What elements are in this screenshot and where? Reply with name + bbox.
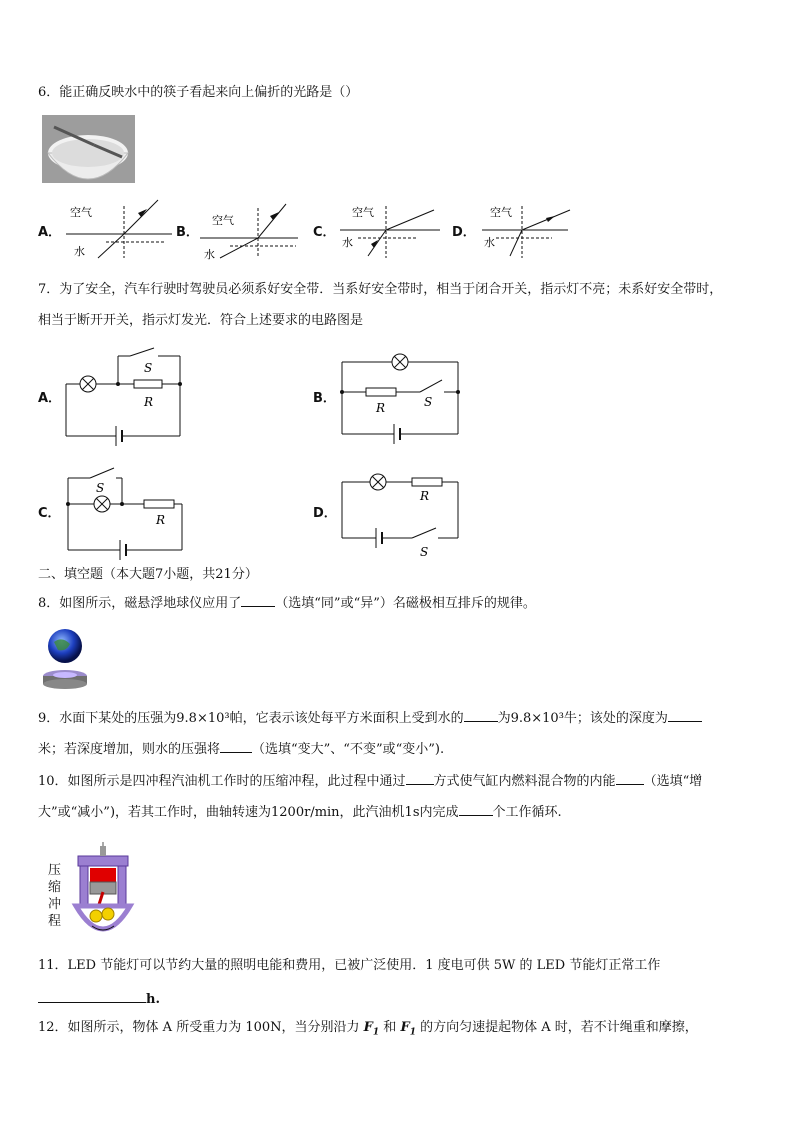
q12-and: 和 bbox=[383, 1020, 397, 1035]
q9-c: 米；若深度增加，则水的压强将 bbox=[38, 742, 221, 757]
circuit-d bbox=[340, 470, 464, 560]
q8-text bbox=[38, 592, 536, 613]
air-label-b: 空气 bbox=[212, 214, 234, 227]
switch-label-c: S bbox=[96, 481, 105, 495]
q6-diagram-d bbox=[478, 200, 588, 260]
water-label-b: 水 bbox=[204, 248, 215, 261]
q9-a: 9．水面下某处的压强为9.8×10³帕，它表示该处每平方米面积上受到水的 bbox=[38, 711, 464, 726]
section2-heading: 二、填空题（本大题7小题，共21分） bbox=[38, 567, 258, 582]
air-label-d: 空气 bbox=[490, 206, 512, 219]
q10-line1 bbox=[38, 770, 702, 791]
q9-blank-2[interactable] bbox=[668, 707, 702, 722]
q7-option-b[interactable]: B． bbox=[313, 391, 336, 406]
q7-line2: 相当于断开开关，指示灯发光．符合上述要求的电路图是 bbox=[38, 313, 364, 328]
q10-e: 个工作循环. bbox=[492, 805, 562, 820]
q6-text: 6．能正确反映水中的筷子看起来向上偏折的光路是（） bbox=[38, 85, 359, 100]
q7-option-d[interactable]: D． bbox=[313, 506, 337, 521]
resistor-label-b: R bbox=[376, 401, 386, 415]
q6-option-d[interactable]: D． bbox=[452, 225, 476, 240]
q12-force-1: $F_1$ bbox=[363, 1020, 380, 1038]
q10-blank-3[interactable] bbox=[459, 801, 493, 816]
q9-d: （选填“变大”、“不变”或“变小”). bbox=[252, 742, 445, 757]
resistor-label-a: R bbox=[144, 395, 154, 409]
q9-line2 bbox=[38, 738, 444, 759]
q8-blank[interactable] bbox=[241, 592, 275, 607]
switch-label-d: S bbox=[420, 545, 429, 559]
q12-line1 bbox=[38, 1019, 698, 1042]
maglev-globe-photo bbox=[40, 626, 90, 690]
q11-b: h. bbox=[146, 992, 160, 1007]
engine-compression-stroke-diagram bbox=[70, 842, 136, 942]
q11-line2 bbox=[38, 988, 160, 1009]
q7-option-c[interactable]: C． bbox=[38, 506, 61, 521]
q6-option-a[interactable]: A． bbox=[38, 225, 62, 240]
q12-force-2: $F_1$ bbox=[400, 1020, 416, 1038]
resistor-label-c: R bbox=[156, 513, 166, 527]
switch-label-b: S bbox=[424, 395, 433, 409]
q10-b: 方式使气缸内燃料混合物的内能 bbox=[433, 774, 616, 789]
air-label-a: 空气 bbox=[70, 206, 92, 219]
q10-a: 10．如图所示是四冲程汽油机工作时的压缩冲程，此过程中通过 bbox=[38, 774, 406, 789]
q11-line1: 11．LED 节能灯可以节约大量的照明电能和费用，已被广泛使用．1 度电可供 5W 的 LED 节能灯正常工作 bbox=[38, 958, 661, 973]
q9-blank-1[interactable] bbox=[464, 707, 498, 722]
resistor-label-d: R bbox=[420, 489, 430, 503]
q7-line1: 7．为了安全，汽车行驶时驾驶员必须系好安全带．当系好安全带时，相当于闭合开关，指示灯不亮；未系好安全带时， bbox=[38, 282, 723, 297]
q7-option-a[interactable]: A． bbox=[38, 391, 62, 406]
q6-diagram-c bbox=[340, 200, 450, 260]
q9-b: 为9.8×10³牛；该处的深度为 bbox=[497, 711, 668, 726]
q12-b: 的方向匀速提起物体 A 时，若不计绳重和摩擦， bbox=[420, 1020, 698, 1035]
q10-figure-label: 压 缩 冲 程 bbox=[48, 863, 62, 929]
bowl-chopstick-photo bbox=[42, 115, 135, 183]
q8-pre: 8．如图所示，磁悬浮地球仪应用了 bbox=[38, 596, 242, 611]
q9-line1 bbox=[38, 707, 702, 728]
q10-d: 大”或“减小”)，若其工作时，曲轴转速为1200r/min，此汽油机1s内完成 bbox=[38, 805, 459, 820]
q6-option-b[interactable]: B． bbox=[176, 225, 199, 240]
q10-line2 bbox=[38, 801, 562, 822]
q8-post: （选填“同”或“异”）名磁极相互排斥的规律。 bbox=[275, 596, 536, 611]
water-label-a: 水 bbox=[74, 245, 85, 258]
q11-blank[interactable] bbox=[38, 988, 146, 1003]
air-label-c: 空气 bbox=[352, 206, 374, 219]
switch-label-a: S bbox=[144, 361, 153, 375]
q10-c: （选填“增 bbox=[643, 774, 703, 789]
q6-diagram-a bbox=[66, 200, 176, 260]
q6-option-c[interactable]: C． bbox=[313, 225, 336, 240]
circuit-a bbox=[64, 348, 186, 440]
q6-diagram-b bbox=[200, 200, 310, 260]
water-label-d: 水 bbox=[484, 236, 495, 249]
q10-blank-2[interactable] bbox=[616, 770, 644, 785]
q12-a: 12．如图所示，物体 A 所受重力为 100N，当分别沿力 bbox=[38, 1020, 360, 1035]
q10-blank-1[interactable] bbox=[406, 770, 434, 785]
water-label-c: 水 bbox=[342, 236, 353, 249]
circuit-b bbox=[340, 350, 464, 442]
circuit-c bbox=[64, 466, 188, 558]
q9-blank-3[interactable] bbox=[220, 738, 252, 753]
